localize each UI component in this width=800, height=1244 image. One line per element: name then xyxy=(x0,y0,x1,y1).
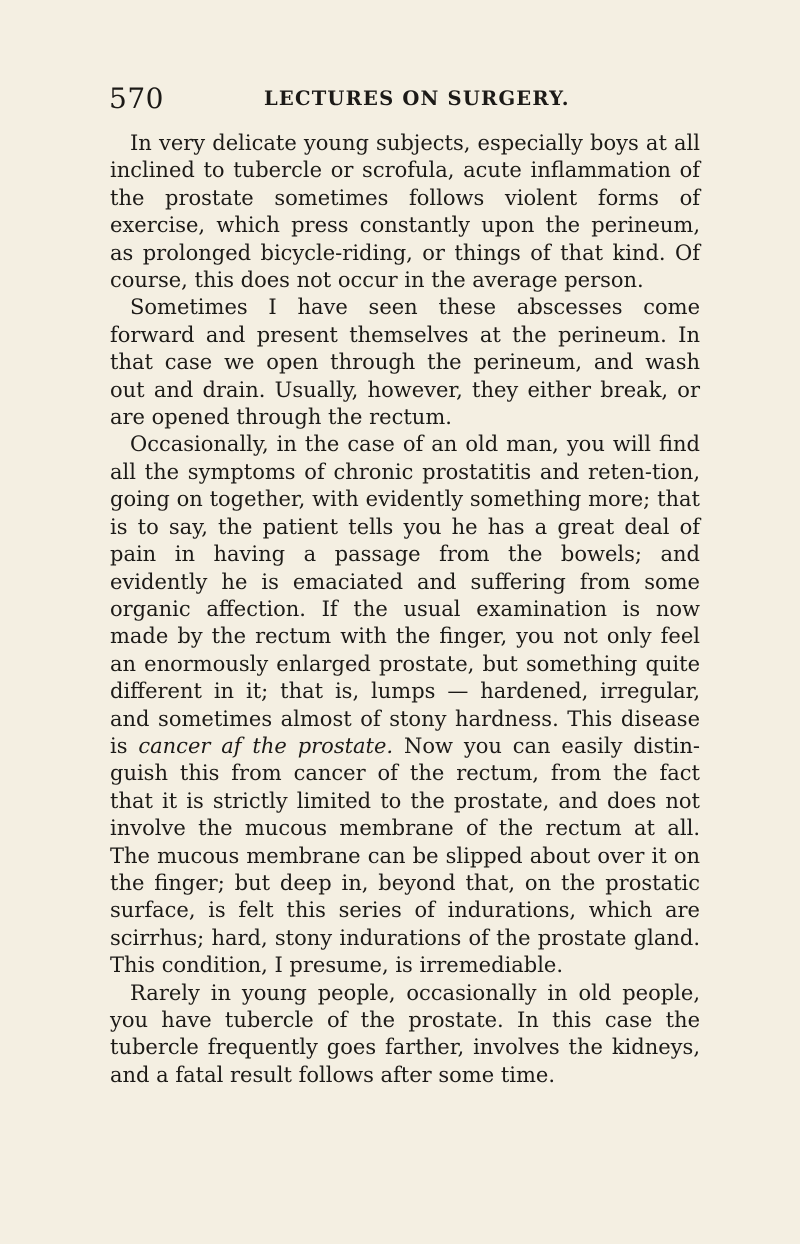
paragraph-4: Rarely in young people, occasionally in old people, you have tubercle of the prostate. In this case the tubercle frequently goes farther, involves the kidneys, and a fatal result follows after some time. xyxy=(110,980,700,1087)
page-number: 570 xyxy=(109,82,164,115)
paragraph-2: Sometimes I have seen these abscesses come forward and present themselves at the perineum. In that case we open through the perineum, and wash out and drain. Usually, however, they either break, or are opened through the rectum. xyxy=(110,295,700,430)
body-text xyxy=(110,130,700,1089)
running-title: LECTURES ON SURGERY. xyxy=(264,87,570,110)
paragraph-3-text-before: Occasionally, in the case of an old man, you will find all the symptoms of chronic prostatitis and reten-tion, going on together, with evidently something more; that is to say, the patient tells you he has a great deal of pain in having a passage from the bowels; and evidently he is emaciated and suffering from some organic affection. If the usual examination is now made by the rectum with the finger, you not only feel an enormously enlarged prostate, but something quite different in it; that is, lumps — hardened, irregular, and sometimes almost of stony hardness. This disease is xyxy=(110,432,700,758)
running-head xyxy=(109,79,709,119)
paragraph-3 xyxy=(110,431,700,979)
italic-term-cancer-of-prostate: cancer af the prostate. xyxy=(138,733,394,758)
paragraph-3-text-after: Now you can easily distin-guish this from cancer of the rectum, from the fact that it is strictly limited to the prostate, and does not involve the mucous membrane of the rectum at all. The mucous membrane can be slipped about over it on the finger; but deep in, beyond that, on the prostatic surface, is felt this series of indurations, which are scirrhus; hard, stony indurations of the prostate gland. This condition, I presume, is irremediable. xyxy=(110,733,701,978)
paragraph-1: In very delicate young subjects, especially boys at all inclined to tubercle or scrofula, acute inflammation of the prostate sometimes follows violent forms of exercise, which press constantly upon the perineum, as prolonged bicycle-riding, or things of that kind. Of course, this does not occur in the average person. xyxy=(110,131,700,293)
